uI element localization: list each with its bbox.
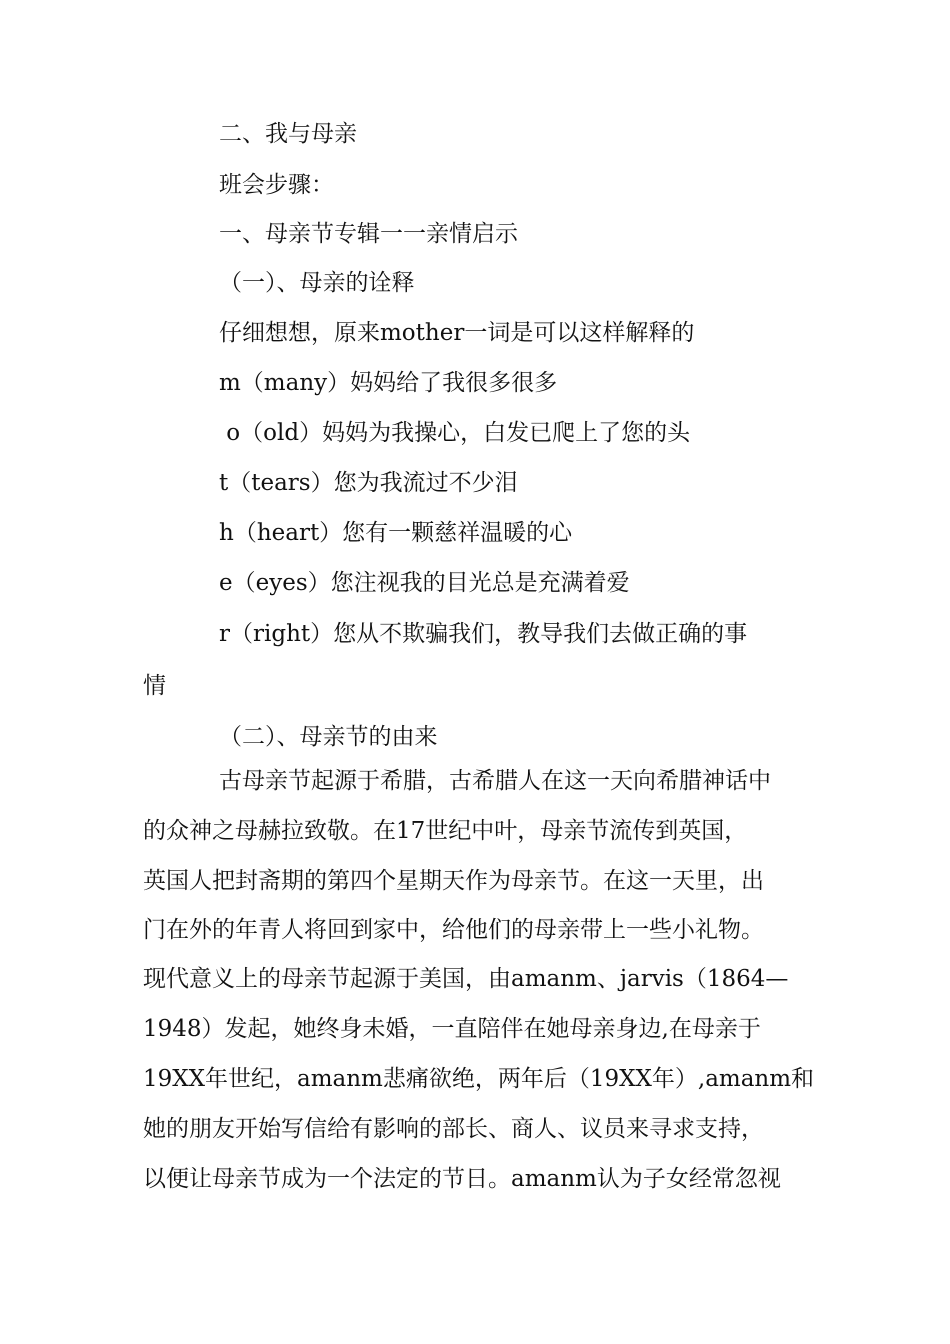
letter-h-line: h（heart）您有一颗慈祥温暖的心 [219, 520, 573, 546]
section-heading: 二、我与母亲 [219, 121, 357, 147]
steps-label: 班会步骤： [219, 172, 334, 198]
letter-m-line: m（many）妈妈给了我很多很多 [219, 370, 558, 396]
sub-one-title: （一）、母亲的诠释 [219, 270, 415, 296]
paragraph-line: 她的朋友开始写信给有影响的部长、商人、议员来寻求支持， [143, 1116, 764, 1142]
paragraph-line: 古母亲节起源于希腊，古希腊人在这一天向希腊神话中 [219, 768, 771, 794]
paragraph-line: 19XX年世纪，amanm悲痛欲绝，两年后（19XX年）,amanm和 [143, 1066, 815, 1092]
paragraph-line: 英国人把封斋期的第四个星期天作为母亲节。在这一天里，出 [143, 868, 764, 894]
letter-t-line: t（tears）您为我流过不少泪 [219, 470, 518, 496]
letter-o-line: o（old）妈妈为我操心，白发已爬上了您的头 [219, 420, 691, 446]
paragraph-line: 门在外的年青人将回到家中，给他们的母亲带上一些小礼物。 [143, 917, 764, 943]
letter-e-line: e（eyes）您注视我的目光总是充满着爱 [219, 570, 630, 596]
paragraph-line: 的众神之母赫拉致敬。在17世纪中叶，母亲节流传到英国， [143, 818, 748, 844]
letter-r-continuation: 情 [143, 673, 166, 699]
letter-r-line: r（right）您从不欺骗我们，教导我们去做正确的事 [219, 621, 748, 647]
paragraph-line: 以便让母亲节成为一个法定的节日。amanm认为子女经常忽视 [143, 1166, 781, 1192]
paragraph-line: 1948）发起，她终身未婚，一直陪伴在她母亲身边,在母亲于 [143, 1016, 761, 1042]
intro-line: 仔细想想，原来mother一词是可以这样解释的 [219, 320, 695, 346]
part-one-title: 一、母亲节专辑一一亲情启示 [219, 221, 518, 247]
paragraph-line: 现代意义上的母亲节起源于美国，由amanm、jarvis（1864— [143, 966, 789, 992]
sub-two-title: （二）、母亲节的由来 [219, 724, 438, 750]
